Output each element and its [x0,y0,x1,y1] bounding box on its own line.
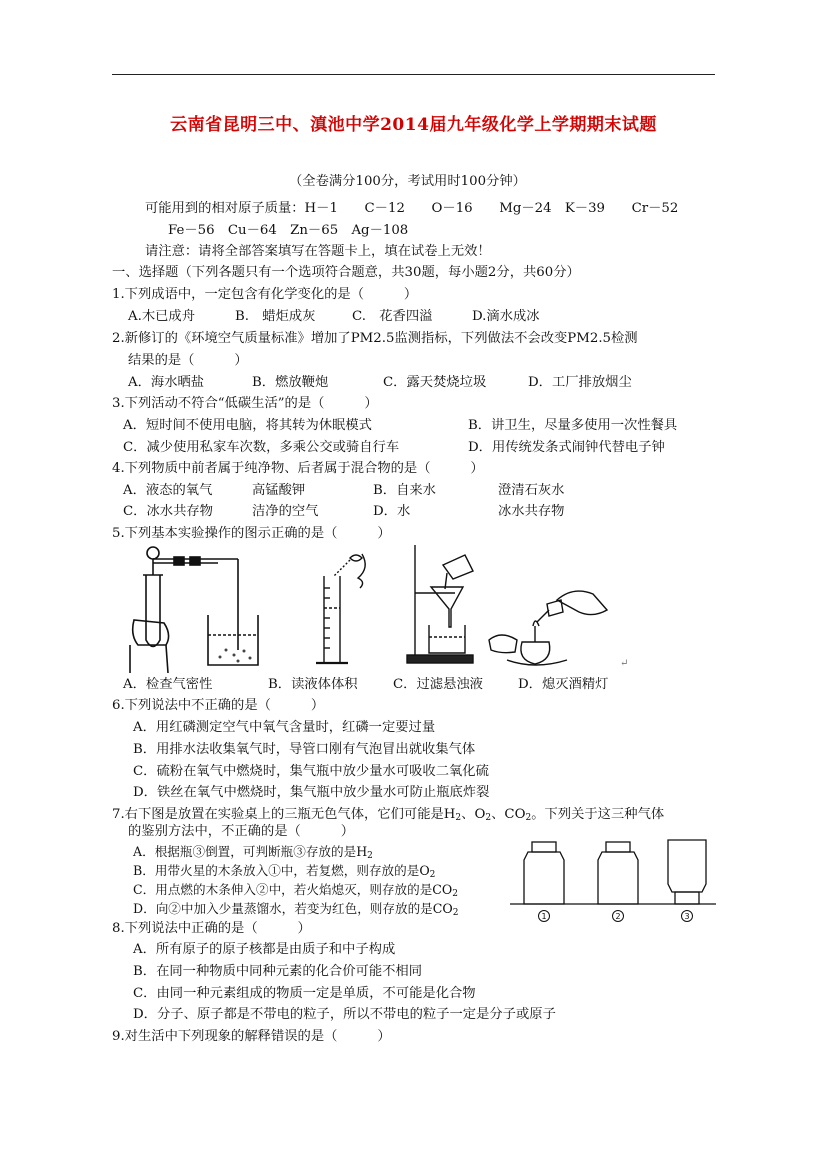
q8-option-a: A．所有原子的原子核都是由质子和中子构成 [133,942,396,957]
q6-option-d: D．铁丝在氧气中燃烧时，集气瓶中放少量水可防止瓶底炸裂 [133,785,490,800]
q1-option-c: C. 花香四溢 [352,309,433,324]
page-title: 云南省昆明三中、滇池中学2014届九年级化学上学期期末试题 [170,115,657,135]
q5-option-b: B．读液体体积 [268,677,358,692]
q8-option-b: B．在同一种物质中同种元素的化合价可能不相同 [133,964,423,979]
q2-stem-2: 结果的是（ ） [128,353,248,368]
q8-option-c: C．由同一种元素组成的物质一定是单质，不可能是化合物 [133,986,476,1001]
q9-stem: 9.对生活中下列现象的解释错误的是（ ） [112,1029,391,1044]
q7-stem-2: 的鉴别方法中，不正确的是（ ） [128,824,355,839]
figure-reading-volume [300,548,380,673]
q5-option-c: C．过滤悬浊液 [393,677,483,692]
q6-option-a: A．用红磷测定空气中氧气含量时，红磷一定要过量 [133,720,436,735]
figure-filtration [403,545,483,673]
q4-option-d-1: D．水 [373,504,411,519]
q4-option-b-2: 澄清石灰水 [498,483,565,498]
q2-option-a: A．海水晒盐 [128,375,205,390]
figure-airtightness-check [126,545,266,675]
q2-option-c: C．露天焚烧垃圾 [383,375,487,390]
q8-stem: 8.下列说法中正确的是（ ） [112,921,311,936]
q5-option-a: A．检查气密性 [123,677,213,692]
q1-stem: 1.下列成语中，一定包含有化学变化的是（ ） [112,287,418,302]
q3-option-b: B．讲卫生，尽量多使用一次性餐具 [468,418,678,433]
figure-extinguish-lamp [487,560,617,670]
q4-option-c-1: C．冰水共存物 [123,504,213,519]
q3-option-a: A．短时间不使用电脑，将其转为休眠模式 [123,418,372,433]
svg-text:1: 1 [541,912,547,921]
header-rule [112,74,715,75]
q1-option-a: A.木已成舟 [128,309,196,324]
q1-option-d: D.滴水成冰 [472,309,540,324]
svg-text:3: 3 [684,912,690,921]
q4-option-c-2: 洁净的空气 [252,504,319,519]
q6-option-b: B．用排水法收集氧气时，导管口刚有气泡冒出就收集气体 [133,742,476,757]
q4-option-b-1: B．自来水 [373,483,436,498]
q7-option-c: C．用点燃的木条伸入②中，若火焰熄灭，则存放的是$CO_2$ [133,882,458,899]
q4-option-a-2: 高锰酸钾 [252,483,306,498]
q2-option-b: B．燃放鞭炮 [252,375,329,390]
q2-stem-1: 2.新修订的《环境空气质量标准》增加了PM2.5监测指标，下列做法不会改变PM2.5检测 [112,331,638,346]
q5-stem: 5.下列基本实验操作的图示正确的是（ ） [112,526,391,541]
q6-stem: 6.下列说法中不正确的是（ ） [112,698,325,713]
q1-option-b: B. 蜡炬成灰 [235,309,316,324]
q4-option-a-1: A．液态的氧气 [123,483,213,498]
q7-option-b: B．用带火星的木条放入①中，若复燃，则存放的是$O_2$ [133,863,436,880]
subtitle: （全卷满分100分，考试用时100分钟） [289,174,526,189]
q3-stem: 3.下列活动不符合“低碳生活”的是（ ） [112,396,378,411]
notice: 请注意：请将全部答案填写在答题卡上，填在试卷上无效！ [145,244,491,259]
q8-option-d: D．分子、原子都是不带电的粒子，所以不带电的粒子一定是分子或原子 [133,1007,556,1022]
q7-option-a: A．根据瓶③倒置，可判断瓶③存放的是$H_2$ [133,844,373,861]
section-heading: 一、选择题（下列各题只有一个选项符合题意，共30题，每小题2分，共60分） [112,265,580,280]
q2-option-d: D．工厂排放烟尘 [528,375,632,390]
atomic-mass-line-1: 可能用到的相对原子质量：H－1 C－12 O－16 Mg－24 K－39 Cr－52 [145,201,679,216]
q6-option-c: C．硫粉在氧气中燃烧时，集气瓶中放少量水可吸收二氧化硫 [133,764,489,779]
q4-option-d-2: 冰水共存物 [498,504,565,519]
q4-stem: 4.下列物质中前者属于纯净物、后者属于混合物的是（ ） [112,461,484,476]
svg-text:2: 2 [615,912,621,921]
atomic-mass-line-2: Fe－56 Cu－64 Zn－65 Ag－108 [168,223,409,238]
q5-option-d: D．熄灭酒精灯 [518,677,609,692]
q3-option-c: C．减少使用私家车次数，多乘公交或骑自行车 [123,440,400,455]
q7-stem-1: 7.右下图是放置在实验桌上的三瓶无色气体，它们可能是$H_2$、$O_2$、$CO_2$。下列关于这三种气体 [112,807,665,823]
q3-option-d: D．用传统发条式闹钟代替电子钟 [468,440,665,455]
return-mark-icon: ↵ [620,658,629,669]
q7-option-d: D．向②中加入少量蒸馏水，若变为红色，则存放的是$CO_2$ [133,901,459,918]
figure-gas-bottles [510,836,716,926]
